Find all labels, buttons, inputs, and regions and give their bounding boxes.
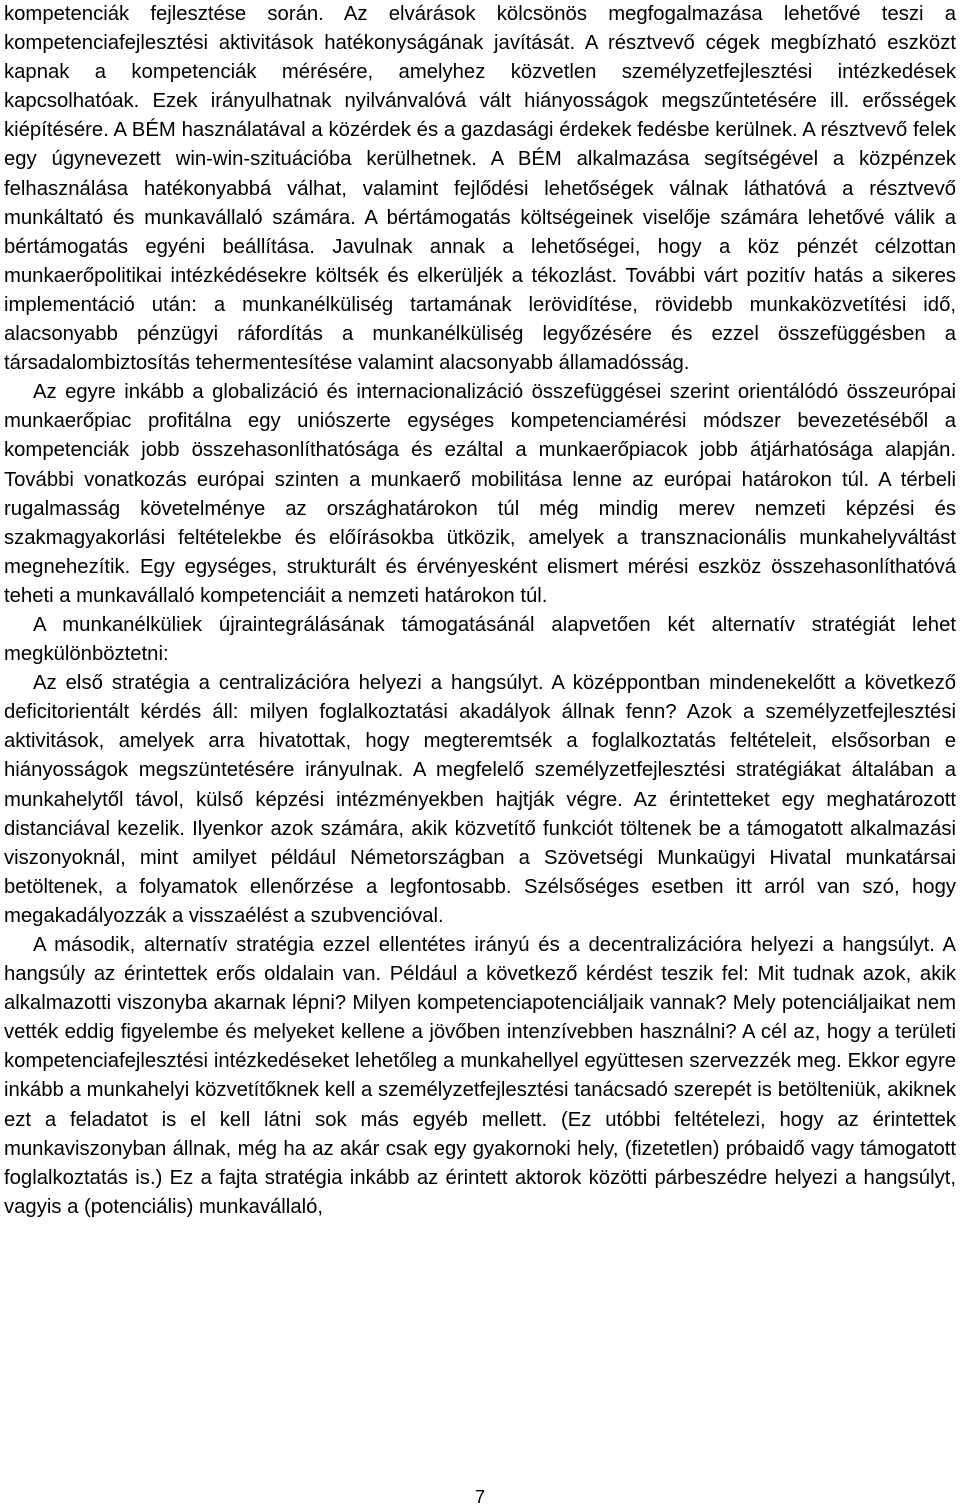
page-number: 7 bbox=[474, 1487, 485, 1507]
paragraph-european-labour-market: Az egyre inkább a globalizáció és internacionalizáció összefüggései szerint orientálódó összeurópai munkaerőpiac profitálna egy uniószerte egységes kompetenciamérési módszer bevezetéséből a kompetenciák jobb összehasonlíthatósága és ezáltal a munkaerőpiacok jobb átjárhatósága alapján. További vonatkozás európai szinten a munkaerő mobilitása lenne az európai határokon túl. A térbeli rugalmasság követelménye az országhatárokon túl még mindig merev nemzeti képzési és szakmagyakorlási feltételekbe és előírásokba ütközik, amelyek a transznacionális munkahelyváltást megnehezítik. Egy egységes, strukturált és érvényesként elismert mérési eszköz összehasonlíthatóvá teheti a munkavállaló kompetenciáit a nemzeti határokon túl. bbox=[4, 381, 956, 607]
paragraph-decentralization-strategy: A második, alternatív stratégia ezzel ellentétes irányú és a decentralizációra helyezi a hangsúlyt. A hangsúly az érintettek erős oldalain van. Például a következő kérdést teszik fel: Mit tudnak azok, akik alkalmazotti viszonyba akarnak lépni? Milyen kompetenciapotenciáljaik vannak? Mely potenciáljaikat nem vették eddig figyelembe és melyeket kellene a jövőben intenzívebben használni? A cél az, hogy a területi kompetenciafejlesztési intézkedéseket lehetőleg a munkahellyel együttesen szervezzék meg. Ekkor egyre inkább a munkahelyi közvetítőknek kell a személyzetfejlesztési tanácsadó szerepét is betölteniük, akiknek ezt a feladatot is el kell látni sok más egyéb mellett. (Ez utóbbi feltételezi, hogy az érintettek munkaviszonyban állnak, még ha az akár csak egy gyakornoki hely, (fizetetlen) próbaidő vagy támogatott foglalkoztatás is.) Ez a fajta stratégia inkább az érintett aktorok közötti párbeszédre helyezi a hangsúlyt, vagyis a (potenciális) munkavállaló, bbox=[4, 934, 956, 1218]
paragraph-competency-assessment-benefits: kompetenciák fejlesztése során. Az elvárások kölcsönös megfogalmazása lehetővé teszi a kompetenciafejlesztési aktivitások hatékonyságának javítását. A résztvevő cégek megbízható eszközt kapnak a kompetenciák mérésére, amelyhez közvetlen személyzetfejlesztési intézkedések kapcsolhatóak. Ezek irányulhatnak nyilvánvalóvá vált hiányosságok megszűntetésére ill. erősségek kiépítésére. A BÉM használatával a közérdek és a gazdasági érdekek fedésbe kerülnek. A résztvevő felek egy úgynevezett win-win-szituációba kerülhetnek. A BÉM alkalmazása segítségével a közpénzek felhasználása hatékonyabbá válhat, valamint fejlődési lehetőségek válnak láthatóvá a résztvevő munkáltató és munkavállaló számára. A bértámogatás költségeinek viselője számára lehetővé válik a bértámogatás egyéni beállítása. Javulnak annak a lehetőségei, hogy a köz pénzét célzottan munkaerőpolitikai intézkédésekre költsék és elkerüljék a tékozlást. További várt pozitív hatás a sikeres implementáció után: a munkanélküliség tartamának lerövidítése, rövidebb munkaközvetítési idő, alacsonyabb pénzügyi ráfordítás a munkanélküliség legyőzésére és ezzel összefüggésben a társadalombiztosítás tehermentesítése valamint alacsonyabb államadósság. bbox=[4, 3, 956, 375]
paragraph-centralization-strategy: Az első stratégia a centralizációra helyezi a hangsúlyt. A középpontban mindenekelőtt a következő deficitorientált kérdés áll: milyen foglalkoztatási akadályok állnak fenn? Azok a személyzetfejlesztési aktivitások, amelyek arra hivatottak, hogy megteremtsék a foglalkoztatás feltételeit, elsősorban e hiányosságok megszüntetésére irányulnak. A megfelelő személyzetfejlesztési stratégiákat általában a munkahelytől távol, külső képzési intézményekben hajtják végre. Az érintetteket egy meghatározott distanciával kezelik. Ilyenkor azok számára, akik közvetítő funkciót töltenek be a támogatott alkalmazási viszonyoknál, mint amilyet például Németországban a Szövetségi Munkaügyi Hivatal munkatársai betöltenek, a folyamatok ellenőrzése a legfontosabb. Szélsőséges esetben itt arról van szó, hogy megakadályozzák a visszaélést a szubvencióval. bbox=[4, 672, 956, 927]
document-page bbox=[4, 0, 956, 1222]
paragraph-two-strategies-intro: A munkanélküliek újraintegrálásának támogatásánál alapvetően két alternatív stratégiát lehet megkülönböztetni: bbox=[4, 613, 956, 666]
